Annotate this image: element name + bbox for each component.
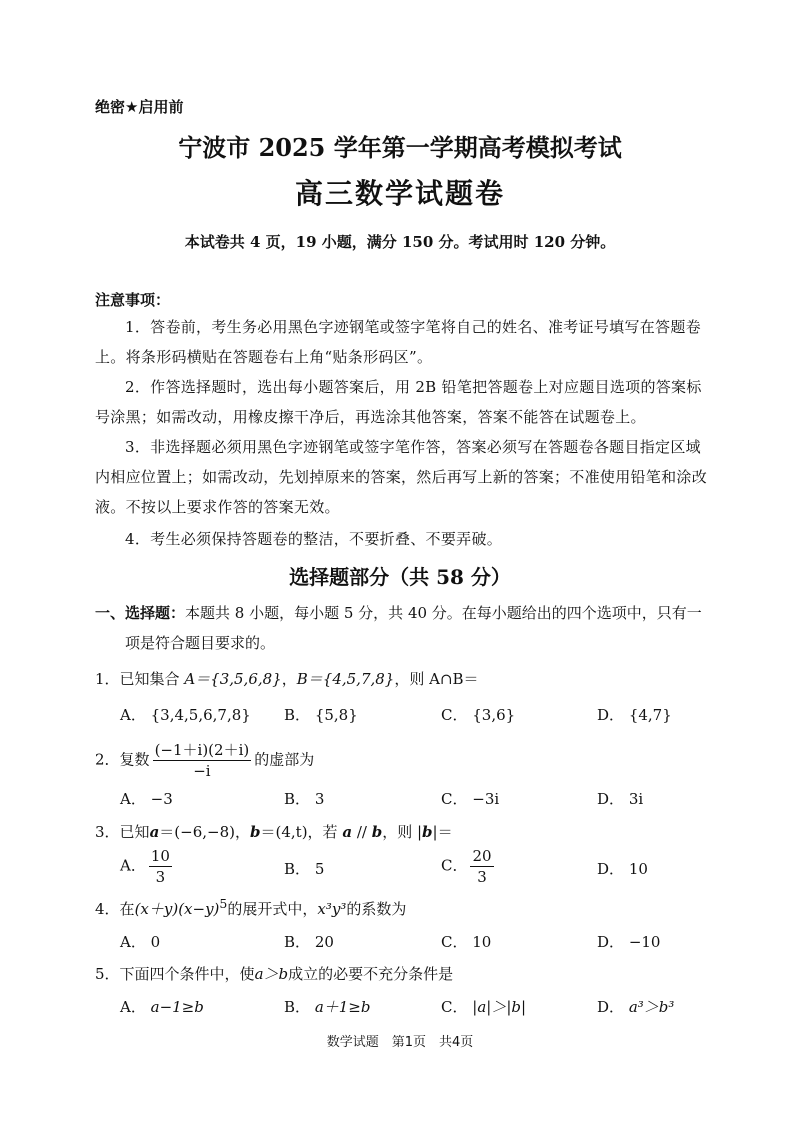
question-2	[95, 740, 314, 781]
q2-option-c	[441, 788, 499, 809]
parallel-symbol: //	[352, 823, 372, 841]
option-value: 5	[314, 860, 325, 878]
option-letter: B．	[284, 860, 311, 878]
q4-option-a	[120, 931, 160, 952]
confidential-label: 绝密★启用前	[95, 98, 184, 116]
option-value: a³＞b³	[628, 998, 675, 1016]
option-value: 3	[314, 790, 325, 808]
parallel-b: b	[371, 823, 383, 841]
option-value: {3,6}	[472, 706, 516, 724]
q5-option-a	[120, 996, 204, 1017]
option-value: −10	[628, 933, 661, 951]
q1-option-d	[597, 704, 672, 725]
question-tail: 的虚部为	[254, 750, 315, 769]
option-letter: C．	[441, 933, 468, 951]
question-tail: 的系数为	[346, 900, 407, 918]
binomial-expression: (x＋y)(x−y)	[134, 900, 220, 918]
q5-option-b	[284, 996, 370, 1017]
option-letter: B．	[284, 998, 311, 1016]
q5-option-d	[597, 996, 674, 1017]
note-item-1: 1．答卷前，考生务必用黑色字迹钢笔或签字笔将自己的姓名、准考证号填写在答题卷上。将条形码横贴在答题卷右上角“贴条形码区”。	[95, 318, 701, 366]
option-fraction	[149, 846, 172, 887]
q4-option-c	[441, 931, 491, 952]
question-number: 4．	[95, 900, 120, 918]
fraction-numerator: 10	[150, 847, 170, 865]
q3-option-d	[597, 858, 648, 879]
option-letter: C．	[441, 998, 468, 1016]
fraction-denominator: −i	[193, 762, 211, 780]
exam-title: 宁波市 2025 学年第一学期高考模拟考试	[178, 133, 622, 162]
option-value: 10	[472, 933, 492, 951]
condition: a＞b	[254, 965, 289, 983]
option-value: a−1≥b	[150, 998, 204, 1016]
separator: ，	[281, 670, 297, 688]
option-letter: D．	[597, 706, 625, 724]
q3-option-b	[284, 858, 324, 879]
option-value: −3	[150, 790, 173, 808]
complex-fraction	[153, 740, 252, 781]
option-letter: A．	[120, 856, 146, 875]
question-3	[95, 821, 453, 842]
note-item-3: 3．非选择题必须用黑色字迹钢笔或签字笔作答，答案必须写在答题卷各题目指定区域内相应位置上；如需改动，先划掉原来的答案，然后再写上新的答案；不准使用铅笔和涂改液。不按以上要求作答的答案无效。	[95, 438, 708, 516]
q3-option-c	[441, 846, 497, 887]
option-value: {3,4,5,6,7,8}	[150, 706, 251, 724]
fraction-denominator: 3	[155, 868, 166, 886]
option-value: {5,8}	[314, 706, 358, 724]
exponent: 5	[219, 896, 228, 911]
question-tail: 成立的必要不充分条件是	[288, 965, 454, 983]
fraction-denominator: 3	[477, 868, 487, 886]
question-4	[95, 896, 406, 919]
q2-option-d	[597, 788, 643, 809]
option-letter: A．	[120, 933, 146, 951]
question-tail: ，则 A∩B＝	[394, 670, 479, 688]
set-a: A＝{3,5,6,8}	[184, 670, 282, 688]
fraction-numerator: (−1＋i)(2＋i)	[154, 741, 250, 759]
exam-info: 本试卷共 4 页，19 小题，满分 150 分。考试用时 120 分钟。	[184, 233, 616, 251]
question-mid: 的展开式中，	[227, 900, 318, 918]
option-value: 10	[628, 860, 648, 878]
option-letter: C．	[441, 790, 468, 808]
option-letter: D．	[597, 998, 625, 1016]
q4-option-b	[284, 931, 334, 952]
question-1	[95, 668, 479, 689]
option-letter: A．	[120, 998, 146, 1016]
vector-b: b	[250, 823, 261, 841]
option-letter: C．	[441, 856, 468, 875]
fraction-numerator: 20	[472, 847, 492, 865]
question-text: 已知	[119, 823, 150, 841]
part-one-text-cont: 项是符合题目要求的。	[125, 634, 276, 652]
option-fraction	[470, 846, 493, 887]
set-b: B＝{4,5,7,8}	[296, 670, 395, 688]
option-value: 20	[314, 933, 334, 951]
option-value: 3i	[628, 790, 644, 808]
q3-option-a	[120, 846, 175, 887]
option-letter: B．	[284, 706, 311, 724]
notes-heading: 注意事项：	[95, 291, 171, 309]
question-5	[95, 963, 453, 984]
question-text: 复数	[119, 750, 150, 769]
option-letter: C．	[441, 706, 468, 724]
note-item-4: 4．考生必须保持答题卷的整洁，不要折叠、不要弄破。	[125, 530, 503, 548]
question-number: 2．	[95, 750, 120, 769]
question-text: 已知集合	[119, 670, 185, 688]
option-letter: A．	[120, 790, 146, 808]
option-letter: D．	[597, 933, 625, 951]
norm-b: b	[422, 823, 433, 841]
option-letter: B．	[284, 790, 311, 808]
q5-option-c	[441, 996, 526, 1017]
option-letter: D．	[597, 790, 625, 808]
page-footer: 数学试题 第1页 共4页	[326, 1035, 474, 1050]
option-value: a＋1≥b	[314, 998, 371, 1016]
part-one-heading: 一、选择题：	[95, 604, 186, 622]
q2-option-a	[120, 788, 173, 809]
note-item-2: 2．作答选择题时，选出每小题答案后，用 2B 铅笔把答题卷上对应题目选项的答案标号涂黑；如需改动，用橡皮擦干净后，再选涂其他答案，答案不能答在试题卷上。	[95, 378, 702, 426]
q1-option-a	[120, 704, 251, 725]
question-tail: ，则 |	[382, 823, 423, 841]
question-number: 1．	[95, 670, 120, 688]
q4-option-d	[597, 931, 660, 952]
question-tail-end: |＝	[432, 823, 453, 841]
question-number: 5．	[95, 965, 120, 983]
exam-subtitle: 高三数学试题卷	[294, 177, 505, 210]
vector-a-value: ＝(−6,−8)，	[159, 823, 250, 841]
vector-b-value: ＝(4,t)，若	[260, 823, 343, 841]
option-value: |a|＞|b|	[472, 998, 527, 1016]
part-one-instructions	[95, 598, 715, 658]
option-letter: D．	[597, 860, 625, 878]
question-text: 下面四个条件中，使	[119, 965, 255, 983]
q2-option-b	[284, 788, 324, 809]
parallel-a: a	[342, 823, 353, 841]
option-value: −3i	[472, 790, 500, 808]
question-number: 3．	[95, 823, 120, 841]
q1-option-b	[284, 704, 358, 725]
q1-option-c	[441, 704, 515, 725]
term: x³y³	[317, 900, 347, 918]
option-value: 0	[150, 933, 161, 951]
option-letter: A．	[120, 706, 146, 724]
question-text: 在	[119, 900, 135, 918]
option-value: {4,7}	[628, 706, 672, 724]
vector-a: a	[149, 823, 160, 841]
option-letter: B．	[284, 933, 311, 951]
part-one-text: 本题共 8 小题，每小题 5 分，共 40 分。在每小题给出的四个选项中，只有一	[185, 604, 702, 622]
section-title: 选择题部分（共 58 分）	[289, 565, 511, 589]
